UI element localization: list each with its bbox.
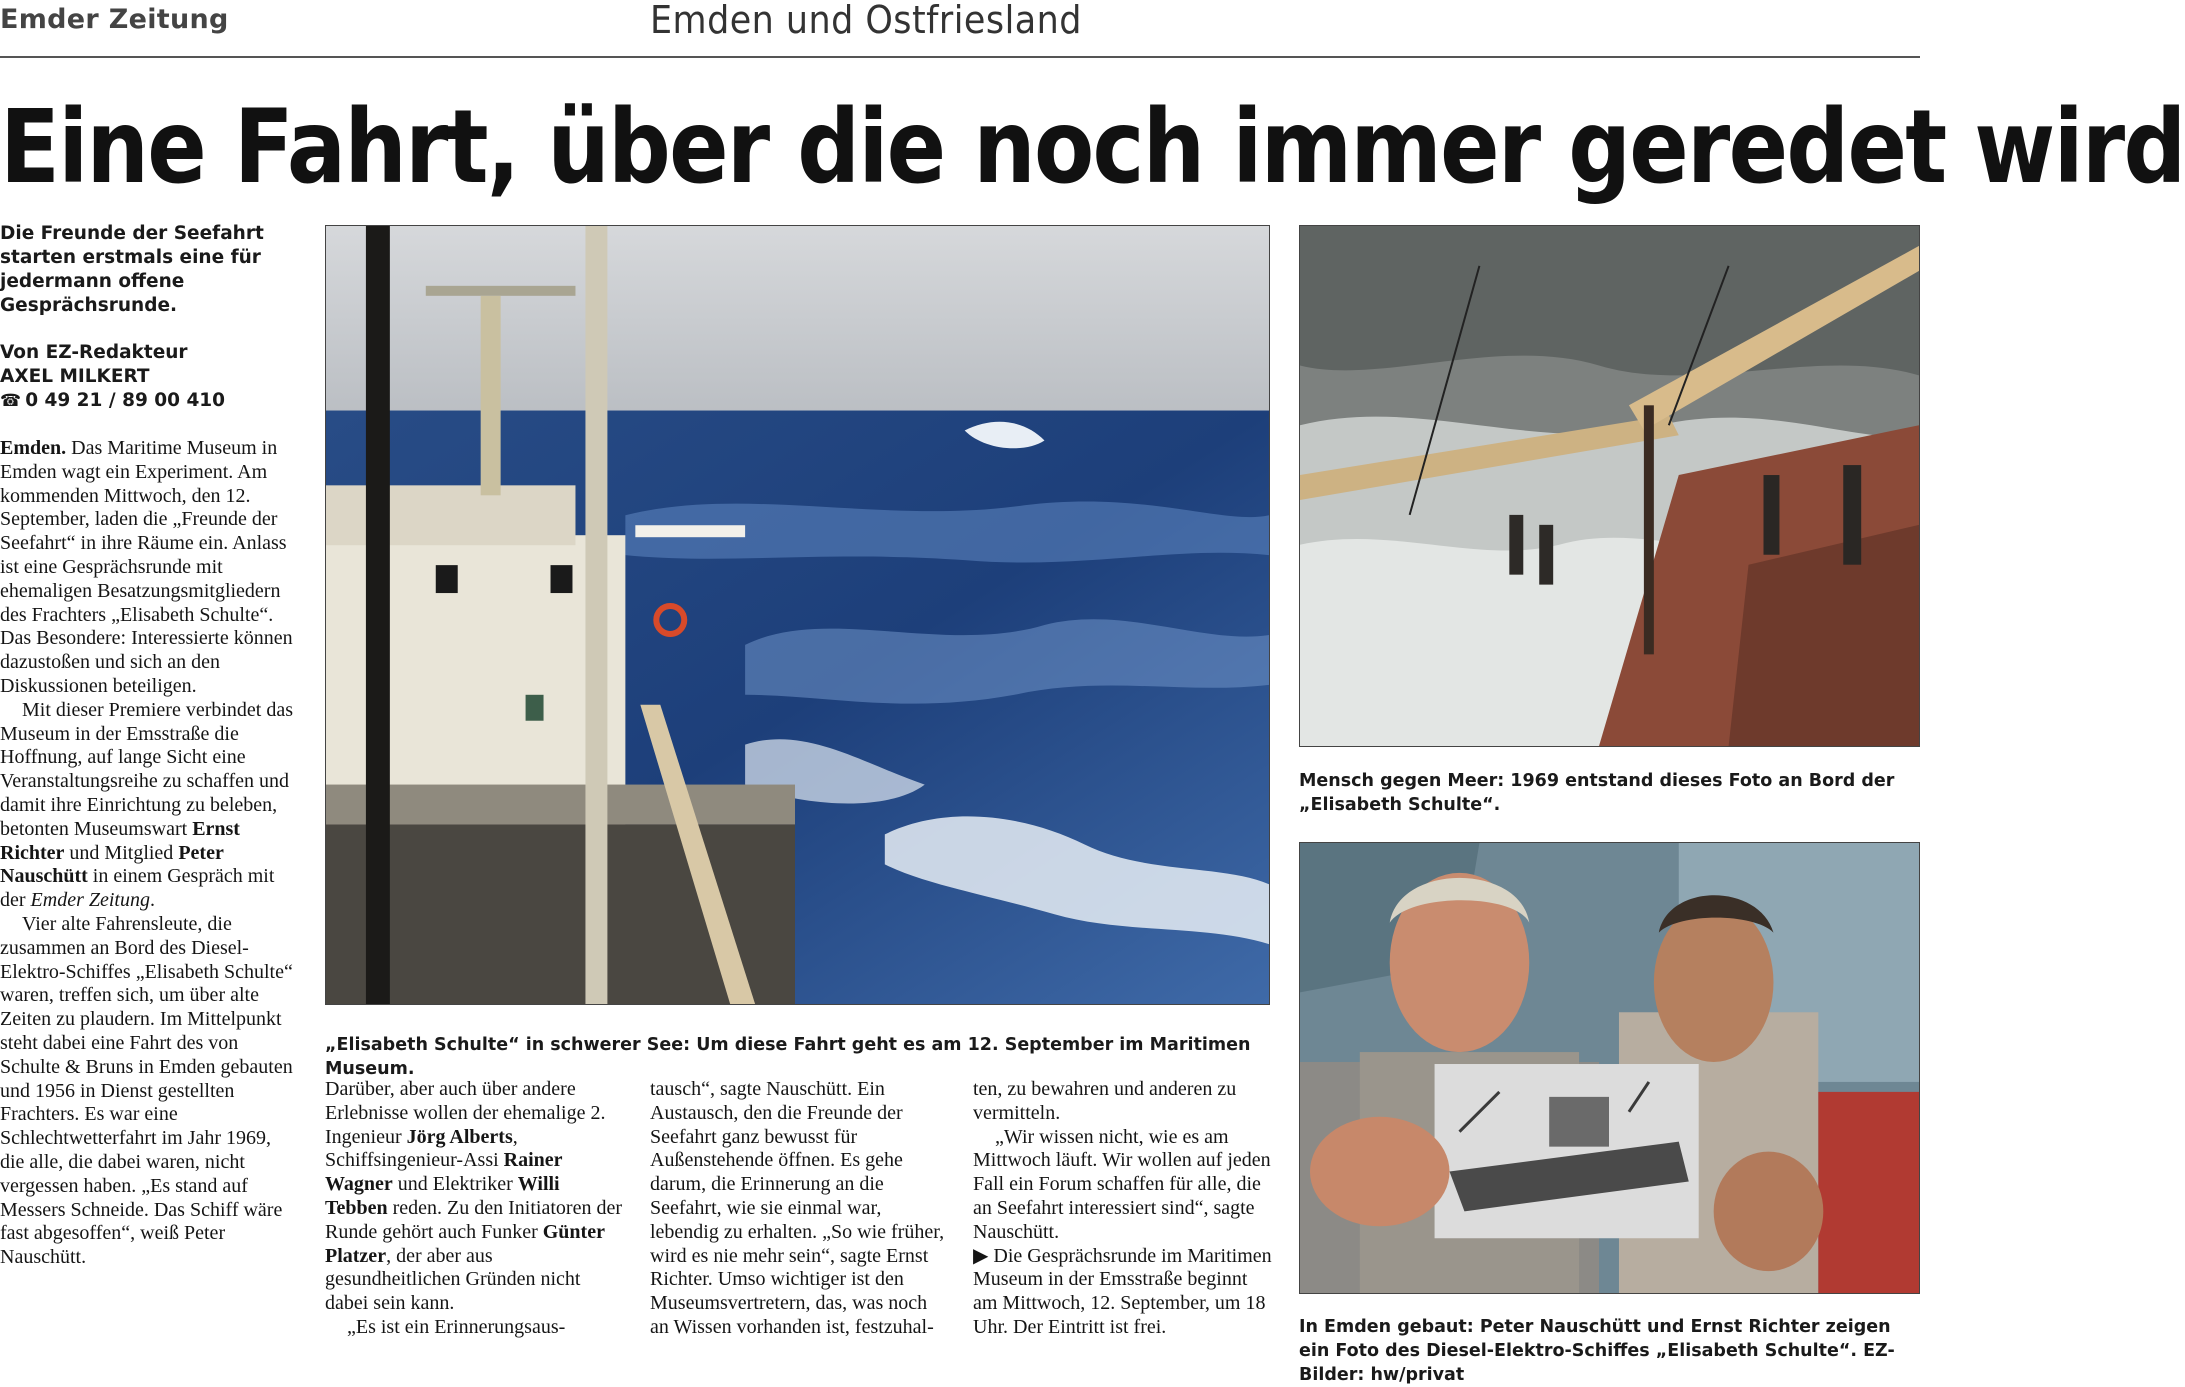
paragraph-5-end: ten, zu bewahren und anderen zu vermitteln. [973,1078,1237,1124]
triangle-marker-icon: ▶ [973,1244,989,1267]
paragraph-2: Mit dieser Premiere verbindet das Museum in der Emsstraße die Hoffnung, auf lange Sicht eine Veranstaltungsreihe zu schaffen und damit ihre Einrichtung zu beleben, betonten Museumswart Ernst Richter und Mitglied Peter Nauschütt in einem Gespräch mit der Emder Zeitung. [0,698,294,912]
paragraph-4: Darüber, aber auch über andere Erlebnisse wollen der ehemalige 2. Ingenieur Jörg Alberts, Schiffsingenieur-Assi Rainer Wagner und Elektriker Willi Tebben reden. Zu den Initiatoren der Runde gehört auch Funker Günter Platzer, der aber aus gesundheitlichen Gründen nicht dabei sein kann. [325,1078,622,1315]
byline [0,341,300,413]
men-with-ship-photo [1299,842,1920,1294]
phone-icon: ☎ [0,391,22,411]
article-column-4 [973,1078,1275,1340]
masthead-divider [0,56,1920,58]
paragraph-3: Vier alte Fahrensleute, die zusammen an Bord des Diesel-Elektro-Schiffes „Elisabeth Schulte“ waren, treffen sich, um über alte Zeiten zu plaudern. Im Mittelpunkt steht dabei eine Fahrt des von Schulte & Bruns in Emden gebauten und 1956 in Dienst gestellten Frachters. Es war eine Schlechtwetterfahrt im Jahr 1969, die alle, die dabei waren, nicht vergessen haben. „Es stand auf Messers Schneide. Das Schiff wäre fast abgesoffen“, weiß Peter Nauschütt. [0,912,293,1269]
info-box: ▶ Die Gesprächsrunde im Maritimen Museum in der Emsstraße beginnt am Mittwoch, 12. September, um 18 Uhr. Der Eintritt ist frei. [973,1244,1272,1338]
article-column-2 [325,1078,625,1340]
crew-storm-photo [1299,225,1920,747]
article-column-3 [650,1078,950,1340]
main-photo-caption: „Elisabeth Schulte“ in schwerer See: Um diese Fahrt geht es am 12. September im Maritimen Museum. [325,1035,1251,1079]
person-name: Günter Platzer [325,1220,605,1267]
person-name: Peter Nauschütt [0,841,224,888]
article-headline: Eine Fahrt, über die noch immer geredet wird [0,88,2185,207]
section-title: Emden und Ostfriesland [650,0,1082,42]
storm-photo-caption: Mensch gegen Meer: 1969 entstand dieses Foto an Bord der „Elisabeth Schulte“. [1299,771,1895,815]
article-column-1 [0,437,298,1270]
paragraph-6: „Wir wissen nicht, wie es am Mittwoch läuft. Wir wollen auf jeden Fall ein Forum schaffen für alle, die an Seefahrt interessiert sind“, sagte Nauschütt. [973,1125,1271,1243]
phone-number: 0 49 21 / 89 00 410 [25,390,226,411]
person-name: Ernst Richter [0,817,240,864]
paragraph-1: Emden. Das Maritime Museum in Emden wagt ein Experiment. Am kommenden Mittwoch, den 12. September, laden die „Freunde der Seefahrt“ in ihre Räume ein. Anlass ist eine Gesprächsrunde mit ehemaligen Besatzungsmitgliedern des Frachters „Elisabeth Schulte“. Das Besondere: Interessierte können dazustoßen und sich an den Diskussionen beteiligen. [0,437,293,697]
storm-photo-illustration [1300,226,1919,746]
paragraph-5-start: „Es ist ein Erinnerungsaus- [347,1315,566,1338]
ship-heavy-sea-photo [325,225,1270,1005]
paragraph-5-continued: tausch“, sagte Nauschütt. Ein Austausch, den die Freunde der Seefahrt ganz bewusst für Außenstehende öffnen. Es gehe darum, die Erinnerung an die Seefahrt, wie sie einmal war, lebendig zu erhalten. „So wie früher, wird es nie mehr sein“, sagte Ernst Richter. Umso wichtiger ist den Museumsvertretern, das, was noch an Wissen vorhanden ist, festzuhal- [650,1078,945,1338]
byline-author: AXEL MILKERT [0,366,150,387]
person-name: Willi Tebben [325,1173,560,1219]
person-name: Rainer Wagner [325,1149,563,1196]
men-photo-caption: In Emden gebaut: Peter Nauschütt und Ernst Richter zeigen ein Foto des Diesel-Elektro-Schiffes „Elisabeth Schulte“. EZ-Bilder: hw/privat [1299,1317,1895,1385]
byline-prefix: Von EZ-Redakteur [0,342,188,363]
article-intro: Die Freunde der Seefahrt starten erstmals eine für jedermann offene Gesprächsrunde. [0,223,264,316]
byline-phone [0,389,300,413]
dateline: Emden. [0,437,67,459]
ship-photo-illustration [326,226,1269,1004]
men-photo-illustration [1300,843,1919,1293]
newspaper-reference: Emder Zeitung [30,889,150,912]
newspaper-name: Emder Zeitung [0,4,229,35]
person-name: Jörg Alberts [406,1125,513,1148]
